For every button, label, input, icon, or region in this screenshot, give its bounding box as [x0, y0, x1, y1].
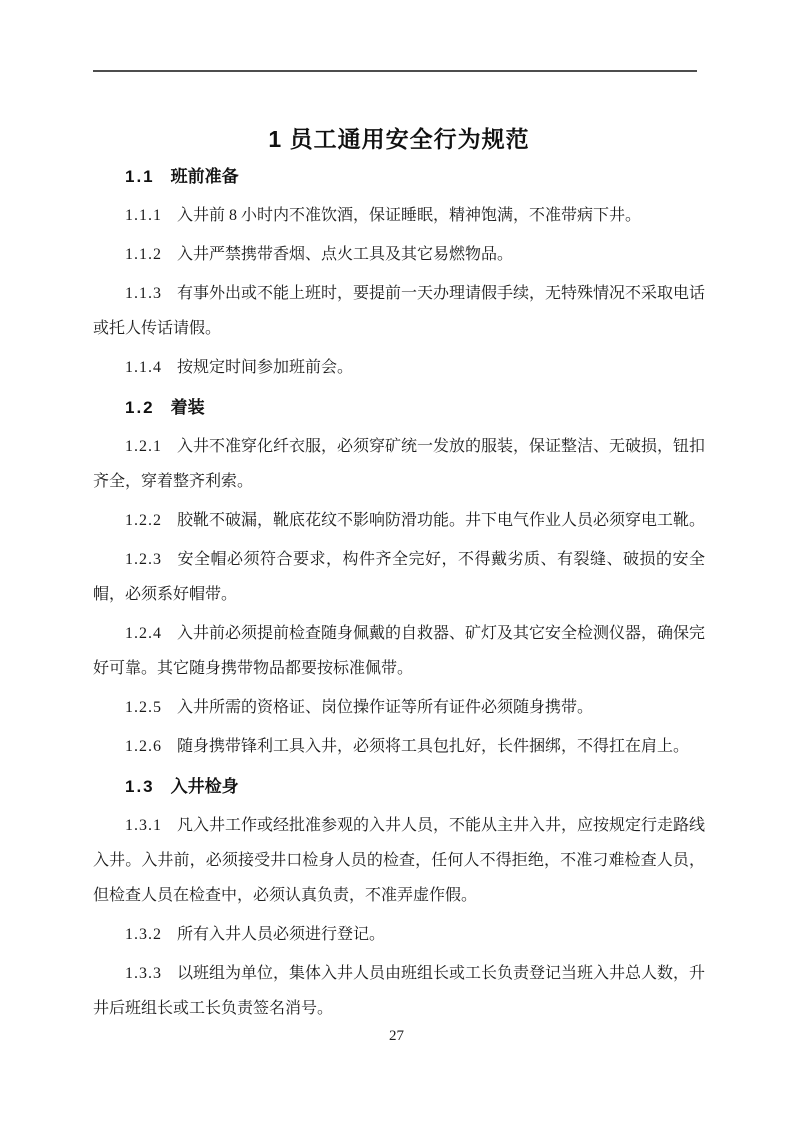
item-number: 1.1.4 — [125, 359, 162, 376]
item-number: 1.2.3 — [125, 551, 162, 568]
page-number: 27 — [389, 1028, 404, 1044]
paragraph-1-3-3 — [93, 956, 705, 1026]
document-title: 1 员工通用安全行为规范 — [268, 126, 530, 152]
item-text: 随身携带锋利工具入井，必须将工具包扎好，长件捆绑，不得扛在肩上。 — [177, 738, 690, 755]
paragraph-1-2-6 — [93, 729, 705, 764]
item-text: 所有入井人员必须进行登记。 — [177, 926, 386, 943]
item-number: 1.3.2 — [125, 926, 162, 943]
paragraph-1-2-2 — [93, 503, 705, 538]
item-number: 1.2.1 — [125, 438, 162, 455]
section-heading-1-1 — [93, 166, 705, 188]
paragraph-1-3-1 — [93, 808, 705, 913]
paragraph-1-2-1 — [93, 429, 705, 499]
paragraph-1-1-1 — [93, 198, 705, 233]
paragraph-1-1-2 — [93, 237, 705, 272]
section-title: 着装 — [170, 398, 205, 417]
section-number: 1.3 — [125, 777, 155, 796]
item-number: 1.1.1 — [125, 207, 162, 224]
paragraph-1-1-4 — [93, 350, 705, 385]
item-number: 1.2.4 — [125, 625, 162, 642]
item-number: 1.2.5 — [125, 699, 162, 716]
section-title: 入井检身 — [170, 777, 239, 796]
section-heading-1-2 — [93, 397, 705, 419]
item-number: 1.2.2 — [125, 512, 162, 529]
paragraph-1-1-3 — [93, 276, 705, 346]
item-text: 入井前必须提前检查随身佩戴的自救器、矿灯及其它安全检测仪器，确保完好可靠。其它随身携带物品都要按标准佩带。 — [93, 625, 706, 677]
section-number: 1.2 — [125, 398, 155, 417]
item-text: 凡入井工作或经批准参观的入井人员，不能从主井入井，应按规定行走路线入井。入井前，必须接受井口检身人员的检查，任何人不得拒绝，不准刁难检查人员，但检查人员在检查中，必须认真负责，不准弄虚作假。 — [93, 817, 706, 904]
item-number: 1.3.3 — [125, 965, 162, 982]
item-text: 胶靴不破漏，靴底花纹不影响防滑功能。井下电气作业人员必须穿电工靴。 — [177, 512, 706, 529]
item-text: 有事外出或不能上班时，要提前一天办理请假手续，无特殊情况不采取电话或托人传话请假。 — [93, 285, 706, 337]
section-title: 班前准备 — [170, 167, 239, 186]
item-text: 入井所需的资格证、岗位操作证等所有证件必须随身携带。 — [177, 699, 594, 716]
item-number: 1.1.2 — [125, 246, 162, 263]
item-number: 1.3.1 — [125, 817, 162, 834]
section-heading-1-3 — [93, 776, 705, 798]
item-text: 入井不准穿化纤衣服，必须穿矿统一发放的服装，保证整洁、无破损，钮扣齐全，穿着整齐利索。 — [93, 438, 706, 490]
paragraph-1-2-3 — [93, 542, 705, 612]
paragraph-1-2-4 — [93, 616, 705, 686]
item-text: 入井前 8 小时内不准饮酒，保证睡眠，精神饱满，不准带病下井。 — [177, 207, 642, 224]
item-number: 1.2.6 — [125, 738, 162, 755]
section-number: 1.1 — [125, 167, 155, 186]
paragraph-1-2-5 — [93, 690, 705, 725]
item-text: 安全帽必须符合要求，构件齐全完好，不得戴劣质、有裂缝、破损的安全帽，必须系好帽带。 — [93, 551, 705, 603]
paragraph-1-3-2 — [93, 917, 705, 952]
item-text: 按规定时间参加班前会。 — [177, 359, 354, 376]
item-text: 以班组为单位，集体入井人员由班组长或工长负责登记当班入井总人数，升井后班组长或工长负责签名消号。 — [93, 965, 706, 1017]
item-text: 入井严禁携带香烟、点火工具及其它易燃物品。 — [177, 246, 514, 263]
item-number: 1.1.3 — [125, 285, 162, 302]
